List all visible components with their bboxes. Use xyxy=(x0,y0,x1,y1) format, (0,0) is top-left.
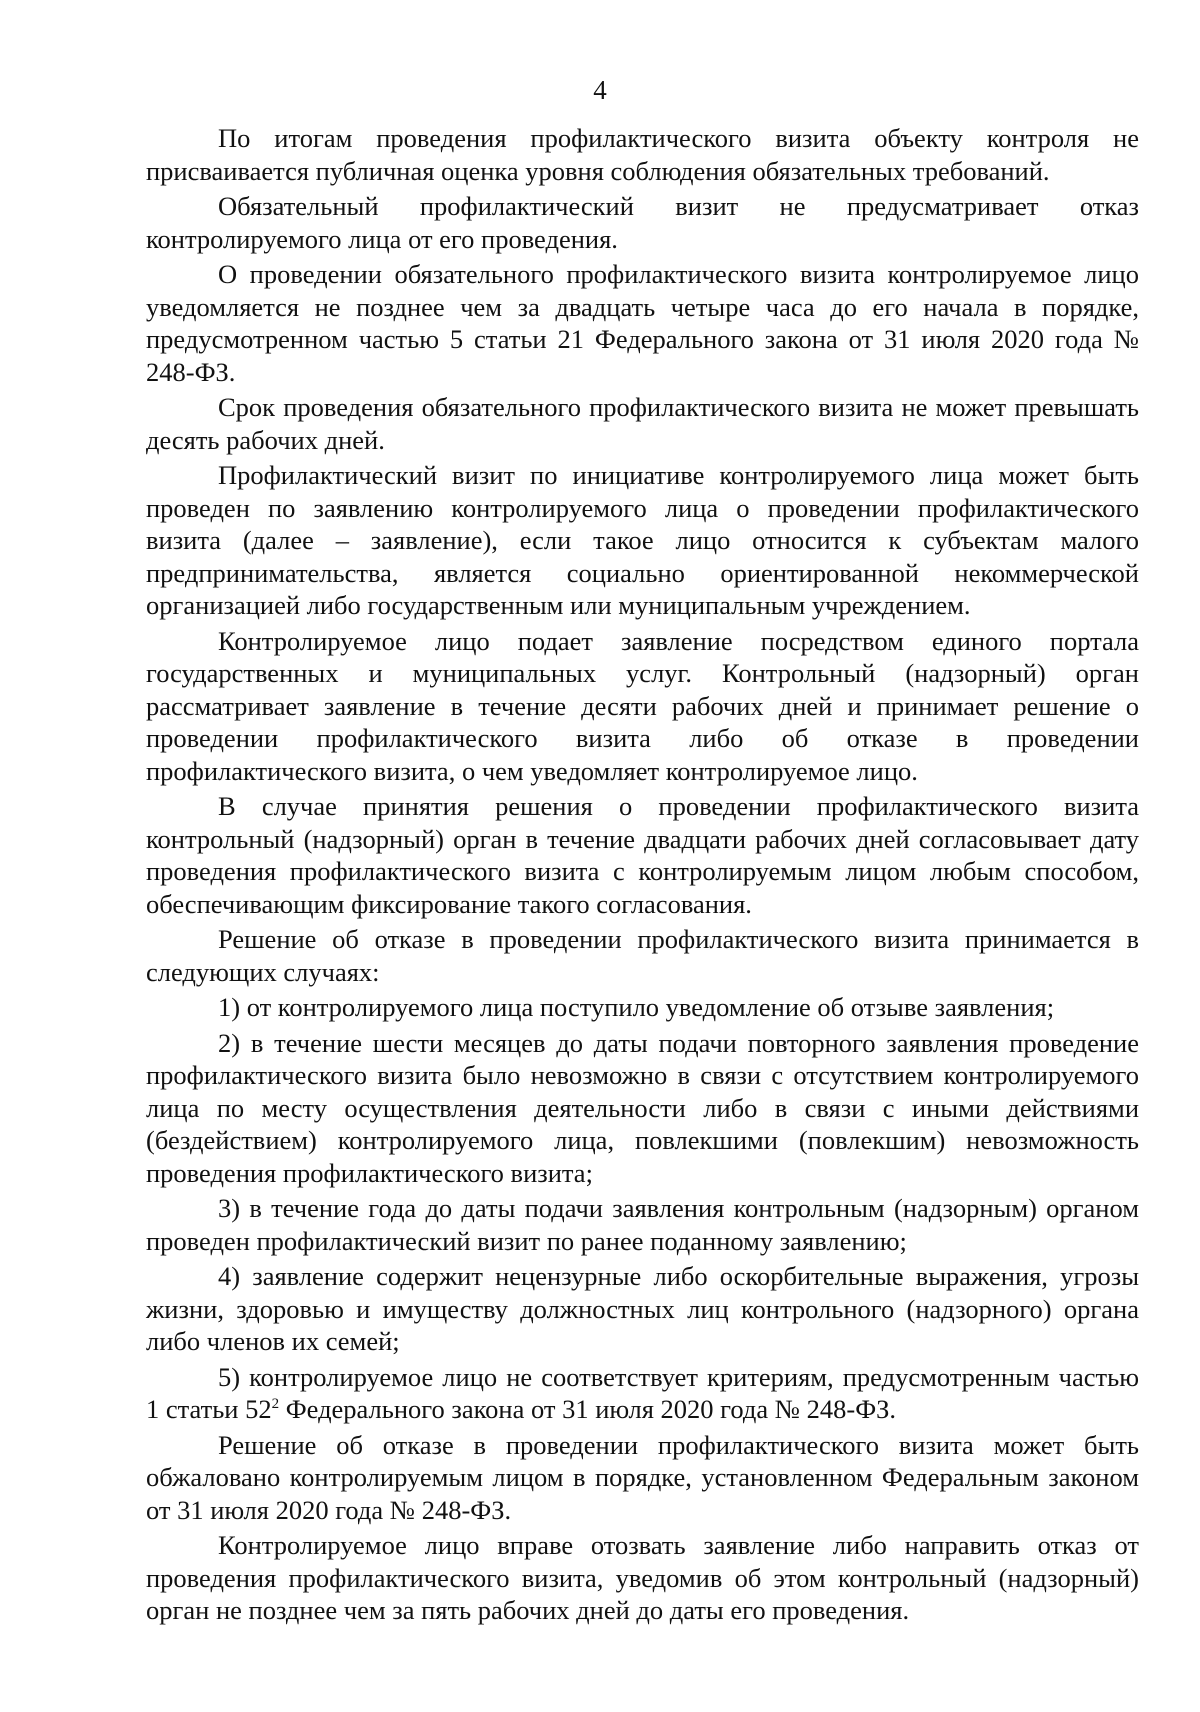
document-body xyxy=(146,122,1139,1630)
page-number: 4 xyxy=(593,75,607,105)
list-item-4: 4) заявление содержит нецензурные либо оскорбительные выражения, угрозы жизни, здоровью и имуществу должностных лиц контрольного (надзорного) органа либо членов их семей; xyxy=(146,1261,1139,1356)
paragraph-refusal-cases: Решение об отказе в проведении профилактического визита принимается в следующих случаях: xyxy=(146,924,1139,987)
paragraph-no-rating: По итогам проведения профилактического визита объекту контроля не присваивается публичная оценка уровня соблюдения обязательных требований. xyxy=(146,123,1139,186)
paragraph-notification: О проведении обязательного профилактического визита контролируемое лицо уведомляется не позднее чем за двадцать четыре часа до его начала в порядке, предусмотренном частью 5 статьи 21 Федерального закона от 31 июля 2020 года № 248-ФЗ. xyxy=(146,259,1139,387)
paragraph-mandatory-visit-no-refusal: Обязательный профилактический визит не предусматривает отказ контролируемого лица от его проведения. xyxy=(146,191,1139,254)
paragraph-application-review: Контролируемое лицо подает заявление посредством единого портала государственных и муниципальных услуг. Контрольный (надзорный) орган рассматривает заявление в течение десяти рабочих дней и принимает решение о проведении профилактического визита либо об отказе в проведении профилактического визита, о чем уведомляет контролируемое лицо. xyxy=(146,625,1139,786)
list-item-5-text: 5) контролируемое лицо не соответствует критериям, предусмотренным частью 1 статьи 52 xyxy=(146,1361,1139,1424)
paragraph-initiative-visit: Профилактический визит по инициативе контролируемого лица может быть проведен по заявлению контролируемого лица о проведении профилактического визита (далее – заявление), если такое лицо относится к субъектам малого предпринимательства, является социально ориентированной некоммерческой организацией либо государственным или муниципальным учреждением. xyxy=(146,460,1139,620)
list-item-1: 1) от контролируемого лица поступило уведомление об отзыве заявления; xyxy=(218,992,1055,1022)
list-item-2: 2) в течение шести месяцев до даты подачи повторного заявления проведение профилактического визита было невозможно в связи с отсутствием контролируемого лица по месту осуществления деятельности либо в связи с иными действиями (бездействием) контролируемого лица, повлекшими (повлекшим) невозможность проведения профилактического визита; xyxy=(146,1027,1139,1188)
list-item-3: 3) в течение года до даты подачи заявления контрольным (надзорным) органом проведен профилактический визит по ранее поданному заявлению; xyxy=(146,1193,1139,1256)
list-item-5-law: Федерального закона от 31 июля 2020 года № 248-ФЗ. xyxy=(279,1394,897,1424)
paragraph-duration: Срок проведения обязательного профилактического визита не может превышать десять рабочих дней. xyxy=(146,392,1139,455)
paragraph-withdrawal: Контролируемое лицо вправе отозвать заявление либо направить отказ от проведения профилактического визита, уведомив об этом контрольный (надзорный) орган не позднее чем за пять рабочих дней до даты его проведения. xyxy=(146,1530,1139,1625)
list-item-5 xyxy=(146,1361,1139,1426)
paragraph-date-agreement: В случае принятия решения о проведении профилактического визита контрольный (надзорный) орган в течение двадцати рабочих дней согласовывает дату проведения профилактического визита с контролируемым лицом любым способом, обеспечивающим фиксирование такого согласования. xyxy=(146,791,1139,919)
article-superscript: 2 xyxy=(271,1396,280,1413)
paragraph-appeal: Решение об отказе в проведении профилактического визита может быть обжаловано контролируемым лицом в порядке, установленном Федеральным законом от 31 июля 2020 года № 248-ФЗ. xyxy=(146,1429,1139,1525)
